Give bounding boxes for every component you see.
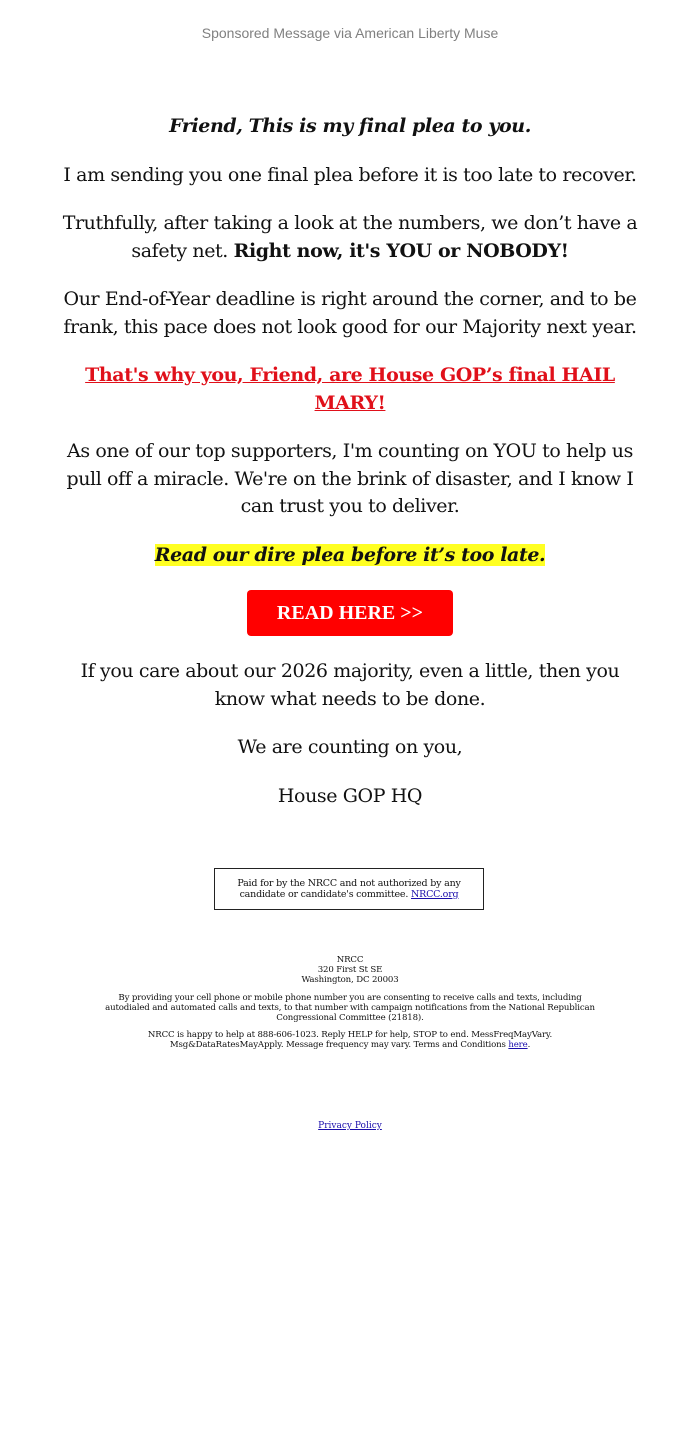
address-block <box>95 955 605 986</box>
read-here-button[interactable]: READ HERE >> <box>247 590 453 636</box>
paragraph-1: I am sending you one final plea before it is too late to recover. <box>63 163 637 186</box>
paragraph-2-text: Truthfully, after taking a look at the numbers, we don’t have a safety net. <box>62 212 638 262</box>
footer-city: Washington, DC 20003 <box>301 975 399 986</box>
disclaimer-text: Paid for by the NRCC and not authorized by any candidate or candidate's committee. <box>237 878 461 900</box>
consent-text: By providing your cell phone or mobile phone number you are consenting to receive calls and texts, including autodialed and automated calls and texts, to that number with campaign notifications from the National Republican Congressional Committee (21818). <box>105 992 595 1024</box>
email-body <box>60 113 640 831</box>
signature: House GOP HQ <box>277 784 423 807</box>
sponsor-line: Sponsored Message via American Liberty Muse <box>201 25 499 41</box>
paragraph-2 <box>60 210 640 265</box>
footer-org: NRCC <box>336 955 364 965</box>
paid-for-disclaimer <box>214 868 484 910</box>
help-end: . <box>527 1040 531 1051</box>
help-text: NRCC is happy to help at 888-606-1023. Reply HELP for help, STOP to end. MessFreqMayVary. Msg&DataRatesMayApply. Message frequency may vary. Terms and Conditions <box>147 1030 553 1051</box>
paragraph-5: If you care about our 2026 majority, even a little, then you know what needs to be done. <box>80 660 620 710</box>
paragraph-4: As one of our top supporters, I'm counting on YOU to help us pull off a miracle. We're on the brink of disaster, and I know I can trust you to deliver. <box>66 440 634 517</box>
help-text-paragraph <box>95 1030 605 1050</box>
cta-container <box>60 590 640 636</box>
footer-street: 320 First St SE <box>317 965 383 976</box>
hail-mary-link[interactable]: That's why you, Friend, are House GOP’s final HAIL MARY! <box>85 364 615 414</box>
headline: Friend, This is my final plea to you. <box>169 115 531 137</box>
paragraph-3: Our End-of-Year deadline is right around the corner, and to be frank, this pace does not look good for our Majority next year. <box>63 288 637 338</box>
red-link-paragraph <box>60 362 640 417</box>
terms-link[interactable]: here <box>508 1040 528 1051</box>
closing: We are counting on you, <box>237 736 463 758</box>
privacy-policy-link[interactable]: Privacy Policy <box>318 1121 382 1131</box>
highlighted-plea: Read our dire plea before it’s too late. <box>154 543 546 566</box>
highlight-paragraph <box>60 542 640 570</box>
paragraph-2-bold: Right now, it's YOU or NOBODY! <box>233 239 569 262</box>
footer <box>95 955 605 1058</box>
privacy-container <box>0 1121 700 1131</box>
nrcc-link[interactable]: NRCC.org <box>411 889 459 900</box>
